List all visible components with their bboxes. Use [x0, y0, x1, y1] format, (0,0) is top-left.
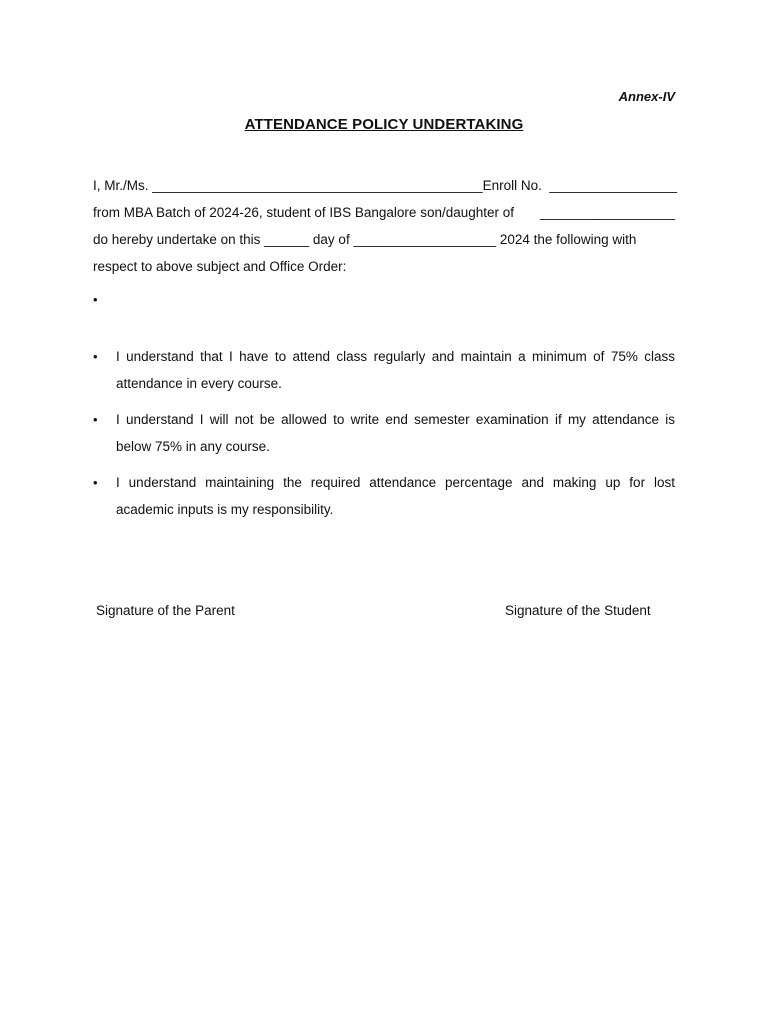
list-item — [93, 469, 675, 523]
bullet-icon: • — [93, 412, 98, 427]
paragraph-line — [93, 253, 675, 280]
enroll-field-text: Enroll No. _________________ — [482, 178, 678, 193]
paragraph-line — [93, 199, 675, 226]
parent-name-blank: __________________ — [539, 205, 675, 220]
bullet-icon: • — [93, 292, 98, 307]
batch-text: from MBA Batch of 2024-26, student of IBS Bangalore son/daughter of — [93, 205, 515, 220]
list-item-text: I understand I will not be allowed to write end semester examination if my attendance is below 75% in any course. — [116, 412, 675, 454]
list-item-text: I understand maintaining the required attendance percentage and making up for lost academic inputs is my responsibility. — [116, 475, 675, 517]
paragraph-line — [93, 226, 675, 253]
list-item — [93, 406, 675, 460]
bullet-icon: • — [93, 475, 98, 490]
bullet-icon: • — [93, 349, 98, 364]
undertaking-paragraph — [93, 172, 678, 280]
student-signature-label: Signature of the Student — [505, 603, 651, 618]
list-item — [93, 343, 675, 397]
paragraph-line — [93, 172, 678, 199]
annex-label: Annex-IV — [618, 89, 675, 104]
subject-text: respect to above subject and Office Order: — [93, 259, 347, 274]
list-item-text: I understand that I have to attend class regularly and maintain a minimum of 75% class attendance in every course. — [116, 349, 675, 391]
parent-signature-label: Signature of the Parent — [96, 603, 235, 618]
name-field-text: I, Mr./Ms. ____________________________________________ — [93, 178, 483, 193]
date-text: do hereby undertake on this ______ day of ___________________ 2024 the following with — [93, 232, 637, 247]
page-title: ATTENDANCE POLICY UNDERTAKING — [244, 116, 524, 133]
